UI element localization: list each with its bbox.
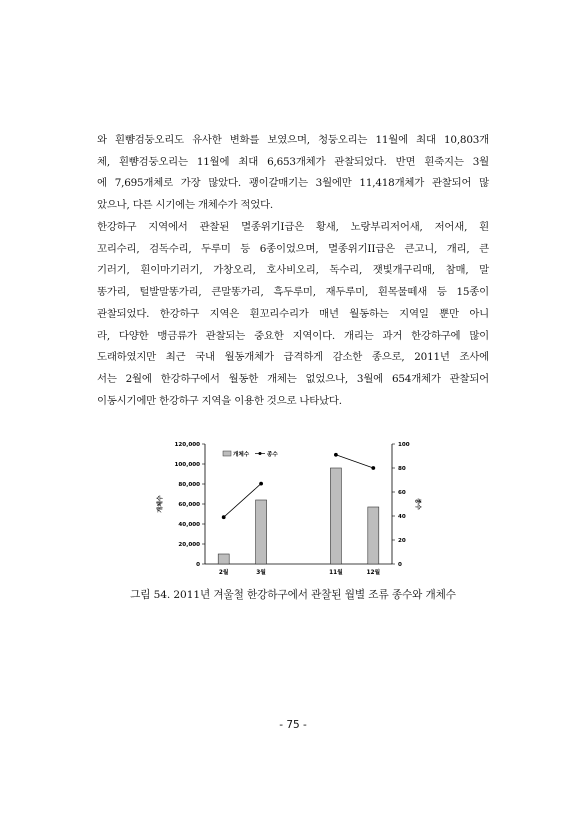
- paragraph-line: 이동시기에만 한강하구 지역을 이용한 것으로 나타났다.: [97, 394, 342, 407]
- x-tick-label: 11월: [329, 570, 343, 576]
- body-paragraph-2: [97, 217, 489, 412]
- y2-tick-label: 60: [398, 490, 406, 497]
- y2-tick-label: 20: [398, 538, 406, 545]
- monthly-bird-chart: [125, 436, 425, 584]
- bar: [330, 468, 341, 564]
- paragraph-line: 체, 흰뺨검둥오리는 11월에 최대 6,653개체가 관찰되었다. 반면 흰죽지는 3월: [97, 155, 489, 168]
- y-tick-label: 40,000: [178, 522, 200, 529]
- y-tick-label: 20,000: [178, 542, 200, 549]
- paragraph-line: 꼬리수리, 검독수리, 두루미 등 6종이었으며, 멸종위기II급은 큰고니, 개리, 큰: [97, 242, 489, 255]
- bar-series: [218, 468, 379, 564]
- bar: [218, 554, 229, 564]
- y-axis-title: 개체수: [157, 495, 164, 513]
- y2-axis-title: 종수: [414, 498, 421, 510]
- legend-line-marker: [259, 452, 262, 455]
- chart-axes: [202, 444, 395, 564]
- bar: [368, 507, 379, 564]
- line-point: [222, 515, 226, 519]
- chart-labels: [156, 442, 422, 576]
- y-tick-label: 0: [196, 562, 200, 569]
- y2-tick-label: 100: [398, 442, 410, 449]
- y-tick-label: 100,000: [174, 462, 200, 469]
- x-tick-label: 12월: [366, 570, 381, 576]
- bar: [256, 500, 267, 564]
- paragraph-line: 한강하구 지역에서 관찰된 멸종위기I급은 황새, 노랑부리저어새, 저어새, 흰: [97, 221, 489, 233]
- paragraph-line: 서는 2월에 한강하구에서 월동한 개체는 없었으나, 3월에 654개체가 관찰되어: [97, 372, 489, 385]
- y-tick-label: 60,000: [178, 502, 200, 509]
- page-number: - 75 -: [279, 719, 307, 731]
- line-segment: [336, 455, 373, 468]
- y-tick-label: 80,000: [178, 482, 200, 489]
- paragraph-line: 와 흰뺨검둥오리도 유사한 변화를 보였으며, 청둥오리는 11월에 최대 10,803개: [97, 134, 489, 146]
- y2-tick-label: 0: [398, 562, 402, 569]
- y2-tick-label: 40: [398, 514, 406, 521]
- chart-legend: [223, 450, 278, 458]
- paragraph-line: 았으나, 다른 시기에는 개체수가 적었다.: [97, 199, 274, 212]
- legend-label: 종수: [267, 451, 278, 458]
- paragraph-line: 에 7,695개체로 가장 많았다. 괭이갈매기는 3월에만 11,418개체가 관찰되어 많: [97, 177, 489, 190]
- line-point: [371, 466, 375, 470]
- line-series: [222, 453, 375, 519]
- line-point: [334, 453, 338, 457]
- legend-label: 개체수: [233, 451, 250, 458]
- paragraph-line: 똥가리, 털발말똥가리, 큰말똥가리, 흑두루미, 재두루미, 흰목물떼새 등 15종이: [97, 286, 489, 299]
- paragraph-line: 관찰되었다. 한강하구 지역은 흰꼬리수리가 매년 월동하는 지역일 뿐만 아니: [97, 307, 489, 320]
- body-paragraph-1: [97, 130, 489, 217]
- paragraph-line: 라, 다양한 맹금류가 관찰되는 중요한 지역이다. 개리는 과거 한강하구에 많이: [97, 329, 489, 342]
- figure-caption: 그림 54. 2011년 겨울철 한강하구에서 관찰된 월별 조류 종수와 개체수: [130, 589, 456, 601]
- x-tick-label: 2월: [218, 570, 229, 576]
- paragraph-line: 도래하였지만 최근 국내 월동개체가 급격하게 감소한 종으로, 2011년 조사에: [97, 351, 489, 364]
- line-point: [259, 482, 263, 486]
- y-tick-label: 120,000: [174, 442, 200, 449]
- x-tick-label: 3월: [256, 570, 266, 576]
- legend-bar-swatch: [223, 451, 231, 456]
- y2-tick-label: 80: [398, 466, 406, 473]
- paragraph-line: 기러기, 흰이마기러기, 가창오리, 호사비오리, 독수리, 잿빛개구리매, 참매, 말: [97, 264, 489, 277]
